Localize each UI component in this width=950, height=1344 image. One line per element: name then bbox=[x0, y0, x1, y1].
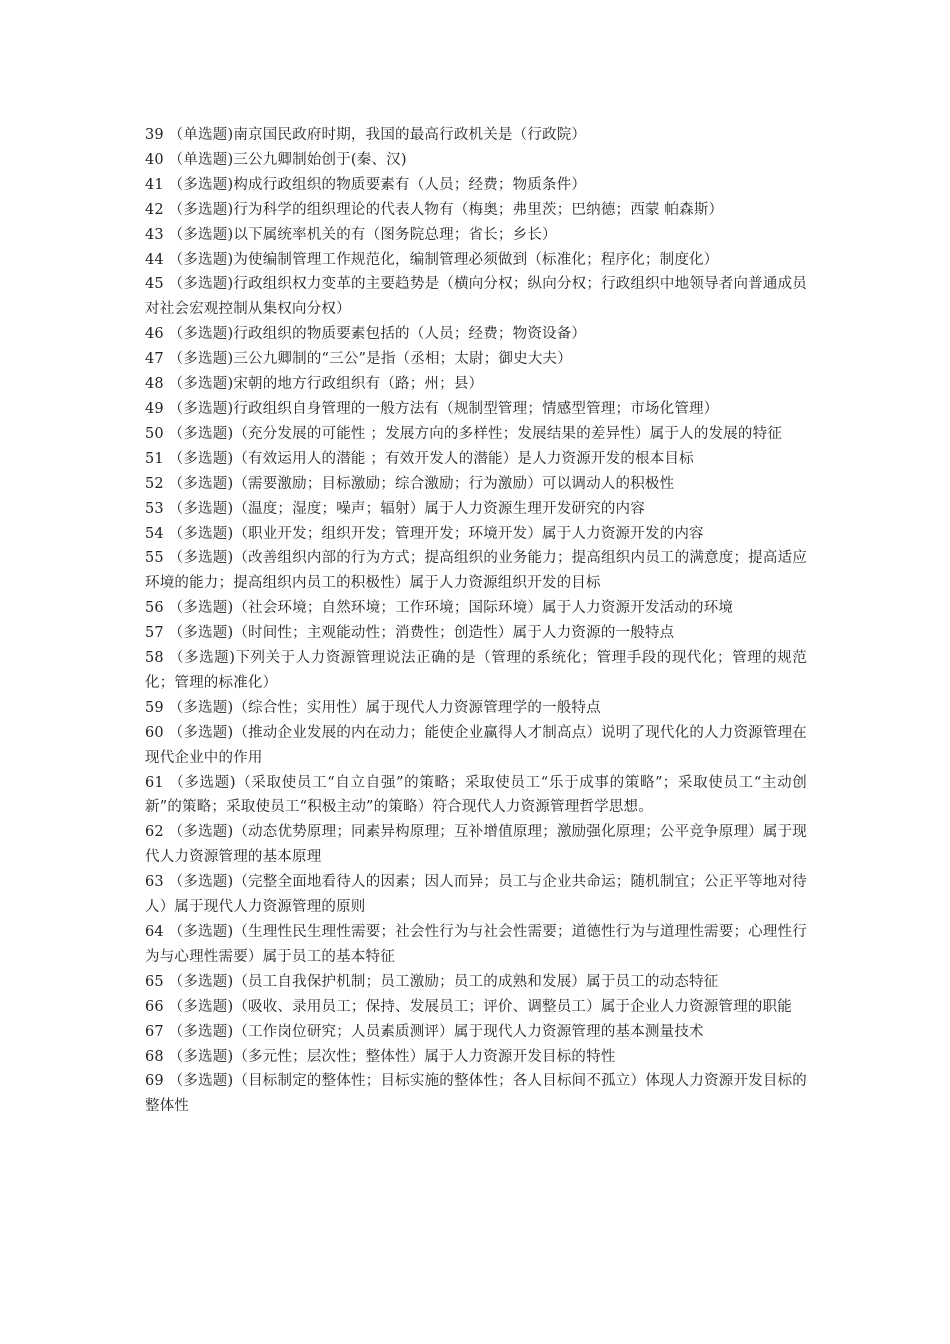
question-item: 43 （多选题)以下属统率机关的有（图务院总理；省长；乡长） bbox=[145, 226, 557, 243]
question-item: 40 （单选题)三公九卿制始创于(秦、汉) bbox=[145, 151, 407, 168]
question-item: 48 （多选题)宋朝的地方行政组织有（路；州；县） bbox=[145, 376, 484, 393]
question-item: 62 （多选题)（动态优势原理；同素异构原理；互补增值原理；激励强化原理；公平竞争原理）属于现代人力资源管理的基本原理 bbox=[145, 824, 807, 866]
question-item: 45 （多选题)行政组织权力变革的主要趋势是（横向分权；纵向分权；行政组织中地领导者向普通成员对社会宏观控制从集权向分权） bbox=[145, 276, 807, 318]
question-item: 46 （多选题)行政组织的物质要素包括的（人员；经费；物资设备） bbox=[145, 326, 587, 343]
question-item: 50 （多选题)（充分发展的可能性 ；发展方向的多样性；发展结果的差异性）属于人的发展的特征 bbox=[145, 425, 783, 442]
question-item: 60 （多选题)（推动企业发展的内在动力；能使企业赢得人才制高点）说明了现代化的人力资源管理在现代企业中的作用 bbox=[145, 724, 807, 766]
question-item: 49 （多选题)行政组织自身管理的一般方法有（规制型管理；情感型管理；市场化管理） bbox=[145, 400, 719, 417]
question-item: 44 （多选题)为使编制管理工作规范化，编制管理必须做到（标准化；程序化；制度化） bbox=[145, 251, 719, 268]
question-item: 51 （多选题)（有效运用人的潜能 ；有效开发人的潜能）是人力资源开发的根本目标 bbox=[145, 450, 694, 467]
question-item: 69 （多选题)（目标制定的整体性；目标实施的整体性；各人目标间不孤立）体现人力资源开发目标的整体性 bbox=[145, 1073, 807, 1115]
question-item: 67 （多选题)（工作岗位研究；人员素质测评）属于现代人力资源管理的基本测量技术 bbox=[145, 1023, 704, 1040]
question-item: 53 （多选题)（温度；湿度；噪声；辐射）属于人力资源生理开发研究的内容 bbox=[145, 500, 645, 517]
question-item: 61 （多选题)（采取使员工“自立自强”的策略；采取使员工“乐于成事的策略”；采取使员工“主动创新”的策略；采取使员工“积极主动”的策略）符合现代人力资源管理哲学思想。 bbox=[145, 774, 807, 816]
question-item: 42 （多选题)行为科学的组织理论的代表人物有（梅奥；弗里茨；巴纳德；西蒙 帕森斯） bbox=[145, 201, 724, 218]
question-item: 58 （多选题)下列关于人力资源管理说法正确的是（管理的系统化；管理手段的现代化；管理的规范化；管理的标准化） bbox=[145, 650, 807, 691]
question-item: 39 （单选题)南京国民政府时期，我国的最高行政机关是（行政院） bbox=[145, 127, 587, 143]
question-item: 64 （多选题)（生理性民生理性需要；社会性行为与社会性需要；道德性行为与道理性需要；心理性行为与心理性需要）属于员工的基本特征 bbox=[145, 924, 807, 965]
question-item: 55 （多选题)（改善组织内部的行为方式；提高组织的业务能力；提高组织内员工的满意度；提高适应环境的能力；提高组织内员工的积极性）属于人力资源组织开发的目标 bbox=[145, 550, 807, 592]
question-item: 54 （多选题)（职业开发；组织开发；管理开发；环境开发）属于人力资源开发的内容 bbox=[145, 525, 704, 542]
question-item: 59 （多选题)（综合性；实用性）属于现代人力资源管理学的一般特点 bbox=[145, 699, 601, 716]
question-item: 68 （多选题)（多元性；层次性；整体性）属于人力资源开发目标的特性 bbox=[145, 1048, 616, 1065]
question-item: 41 （多选题)构成行政组织的物质要素有（人员；经费；物质条件） bbox=[145, 176, 587, 193]
question-item: 65 （多选题)（员工自我保护机制；员工激励；员工的成熟和发展）属于员工的动态特征 bbox=[145, 973, 719, 990]
question-item: 52 （多选题)（需要激励；目标激励；综合激励；行为激励）可以调动人的积极性 bbox=[145, 475, 675, 492]
question-item: 57 （多选题)（时间性；主观能动性；消费性；创造性）属于人力资源的一般特点 bbox=[145, 625, 675, 642]
question-item: 63 （多选题)（完整全面地看待人的因素；因人而异；员工与企业共命运；随机制宜；公正平等地对待人）属于现代人力资源管理的原则 bbox=[145, 874, 807, 916]
question-item: 47 （多选题)三公九卿制的“三公”是指（丞相；太尉；御史大夫） bbox=[145, 351, 572, 368]
question-item: 56 （多选题)（社会环境；自然环境；工作环境；国际环境）属于人力资源开发活动的环境 bbox=[145, 600, 734, 617]
question-item: 66 （多选题)（吸收、录用员工；保持、发展员工；评价、调整员工）属于企业人力资源管理的职能 bbox=[145, 998, 792, 1015]
question-list bbox=[145, 123, 807, 1119]
